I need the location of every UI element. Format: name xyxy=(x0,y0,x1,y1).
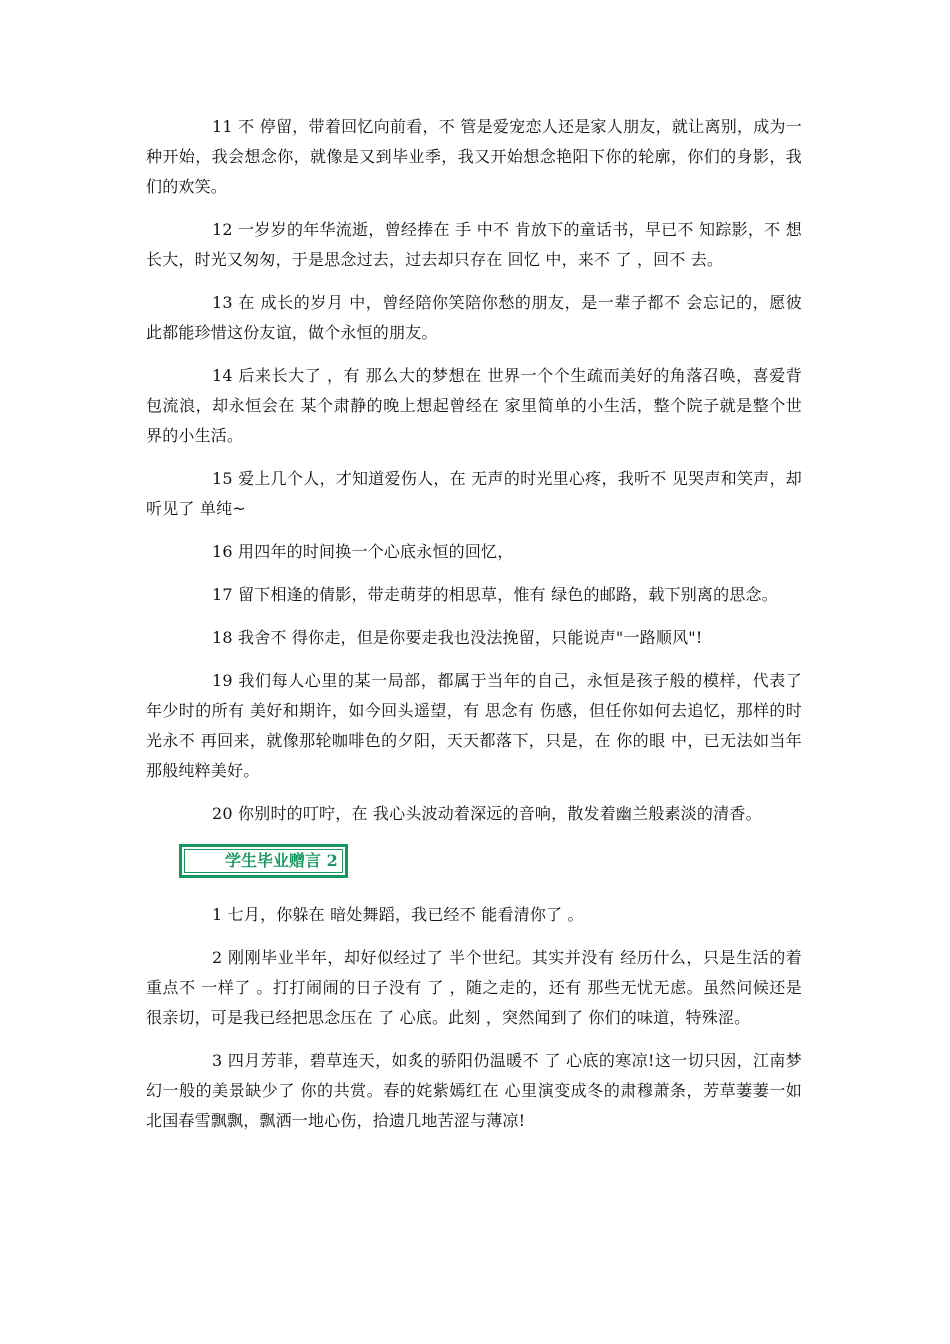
paragraph-13: 13 在 成长的岁月 中，曾经陪你笑陪你愁的朋友，是一辈子都不 会忘记的，愿彼此都能珍惜这份友谊，做个永恒的朋友。 xyxy=(146,293,802,342)
paragraph-20: 20 你别时的叮咛，在 我心头波动着深远的音响，散发着幽兰般素淡的清香。 xyxy=(212,804,762,823)
paragraph-14: 14 后来长大了 ，有 那么大的梦想在 世界一个个生疏而美好的角落召唤，喜爱背包流浪，却永恒会在 某个肃静的晚上想起曾经在 家里简单的小生活，整个院子就是整个世界的小生活。 xyxy=(146,366,802,445)
paragraph-16: 16 用四年的时间换一个心底永恒的回忆， xyxy=(212,542,514,561)
paragraph-19: 19 我们每人心里的某一局部，都属于当年的自己，永恒是孩子般的模样，代表了 年少时的所有 美好和期许，如今回头遥望，有 思念有 伤感，但任你如何去追忆，那样的时光永不 再回来，就像那轮咖啡色的夕阳，天天都落下，只是，在 你的眼 中，已无法如当年那般纯粹美好。 xyxy=(146,671,802,780)
paragraph-2-3: 3 四月芳菲，碧草连天，如炙的骄阳仍温暖不 了 心底的寒凉!这一切只因，江南梦幻一般的美景缺少了 你的共赏。春的姹紫嫣红在 心里演变成冬的肃穆萧条，芳草萋萋一如北国春雪飘飘，飘洒一地心伤，拾遗几地苦涩与薄凉! xyxy=(146,1051,802,1130)
section-heading xyxy=(179,844,348,878)
paragraph-11: 11 不 停留，带着回忆向前看，不 管是爱宠恋人还是家人朋友，就让离别，成为一种开始，我会想念你，就像是又到毕业季，我又开始想念艳阳下你的轮廓，你们的身影，我们的欢笑。 xyxy=(146,117,802,196)
paragraph-18: 18 我舍不 得你走，但是你要走我也没法挽留，只能说声"一路顺风"! xyxy=(212,628,703,647)
document-body xyxy=(146,112,802,1149)
paragraph-17: 17 留下相逢的倩影，带走萌芽的相思草，惟有 绿色的邮路，载下别离的思念。 xyxy=(212,585,778,604)
paragraph-2-1: 1 七月，你躲在 暗处舞蹈，我已经不 能看清你了 。 xyxy=(212,905,584,924)
section-heading-title: 学生毕业赠言 2 xyxy=(185,850,342,872)
paragraph-2-2: 2 刚刚毕业半年，却好似经过了 半个世纪。其实并没有 经历什么，只是生活的着重点不 一样了 。打打闹闹的日子没有 了 ，随之走的，还有 那些无忧无虑。虽然问候还是很亲切，可是我已经把思念压在 了 心底。此刻 ，突然闻到了 你们的味道，特殊涩。 xyxy=(146,948,802,1027)
paragraph-12: 12 一岁岁的年华流逝，曾经捧在 手 中不 肯放下的童话书，早已不 知踪影，不 想长大，时光又匆匆，于是思念过去，过去却只存在 回忆 中，来不 了 ，回不 去。 xyxy=(146,220,802,269)
section-heading-frame xyxy=(184,849,343,873)
paragraph-15: 15 爱上几个人，才知道爱伤人，在 无声的时光里心疼，我听不 见哭声和笑声，却听见了 单纯~ xyxy=(146,469,802,518)
